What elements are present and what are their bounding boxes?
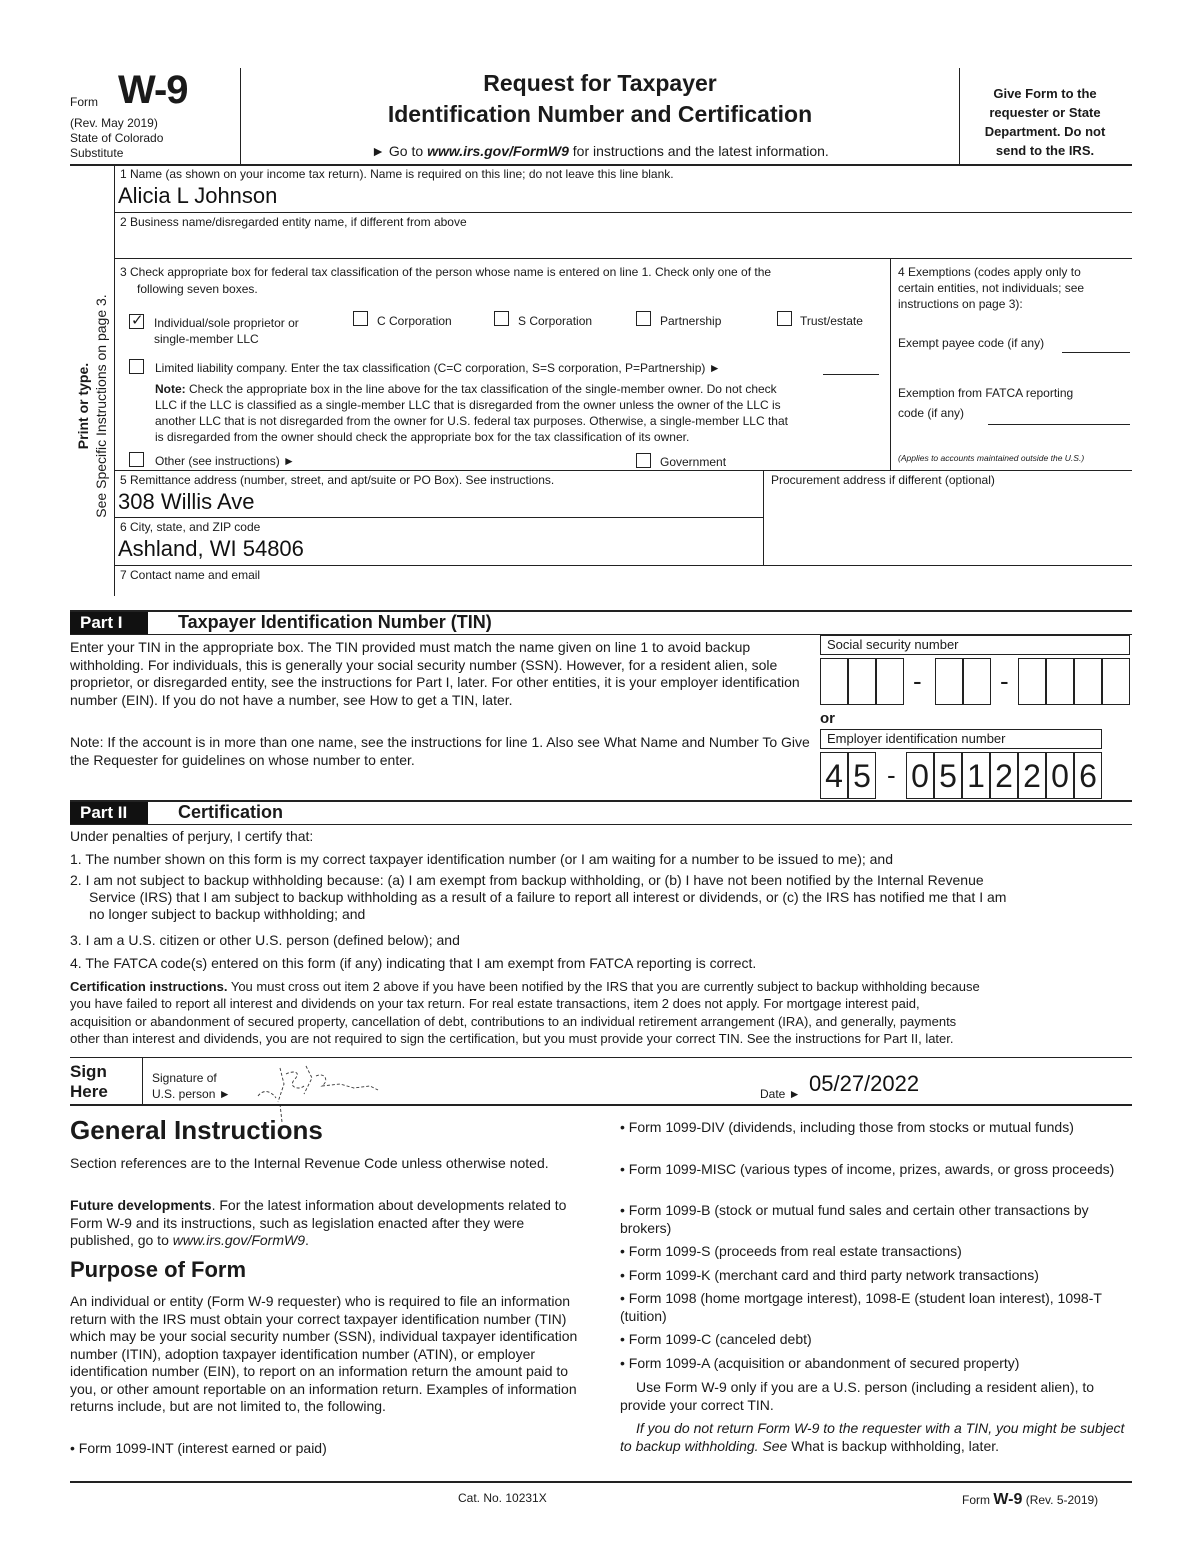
s-corp-label: S Corporation [518, 314, 593, 328]
cert-intro: Under penalties of perjury, I certify that: [70, 828, 314, 844]
ein-digit[interactable]: 4 [820, 752, 848, 799]
or-label: or [820, 710, 835, 727]
ssn-digit[interactable] [1018, 658, 1046, 705]
ein-digit[interactable]: 5 [934, 752, 962, 799]
note-line2: LLC if the LLC is classified as a single-member LLC that is disregarded from the owner unless the owner of the LLC is [155, 398, 781, 412]
ssn-digit[interactable] [1102, 658, 1130, 705]
llc-checkbox[interactable] [129, 359, 144, 374]
part1-para1: Enter your TIN in the appropriate box. The TIN provided must match the name given on line 1 to avoid backup withholding. For individuals, this is generally your social security number (SSN). However, for a resident alien, sole proprietor, or disregarded entity, see the instructions for Part I, later. For other entities, it is your employer identification number (EIN). If you do not have a number, see How to get a TIN, later. [70, 639, 800, 708]
note-line1: Note: Check the appropriate box in the line above for the tax classification of the single-member owner. Do not check [155, 382, 777, 396]
bullet-1098: • Form 1098 (home mortgage interest), 1098-E (student loan interest), 1098-T (tuition) [620, 1290, 1102, 1324]
section-refs: Section references are to the Internal Revenue Code unless otherwise noted. [70, 1155, 549, 1171]
form-word: Form [70, 95, 98, 109]
fatca-label-2: code (if any) [898, 406, 965, 420]
purpose-heading: Purpose of Form [70, 1257, 247, 1282]
llc-label: Limited liability company. Enter the tax classification (C=C corporation, S=S corporation, P=Partnership) ► [155, 361, 721, 375]
bullet-1099-k: • Form 1099-K (merchant card and third party network transactions) [620, 1267, 1039, 1283]
signature-label: Signature of U.S. person ► [152, 1071, 231, 1101]
bullet-1099-misc: • Form 1099-MISC (various types of income, prizes, awards, or gross proceeds) [620, 1161, 1115, 1177]
cat-number: Cat. No. 10231X [458, 1491, 547, 1505]
line4-label-2: certain entities, not individuals; see [898, 281, 1085, 295]
individual-checkbox[interactable]: ✓ [131, 312, 144, 329]
ein-digit[interactable]: 2 [990, 752, 1018, 799]
state-line2: Substitute [70, 146, 124, 160]
general-instructions-heading: General Instructions [70, 1115, 323, 1145]
future-developments: Future developments. For the latest information about developments related to Form W-9 and its instructions, such as legislation enacted after they were published, go to www.irs.gov/FormW9. [70, 1197, 567, 1248]
backup-withholding-note: If you do not return Form W-9 to the requester with a TIN, you might be subject to backup withholding. See What is backup withholding, later. [620, 1420, 1125, 1454]
ein-digit[interactable]: 0 [906, 752, 934, 799]
line3-label-1: 3 Check appropriate box for federal tax classification of the person whose name is entered on line 1. Check only one of the [120, 265, 772, 279]
date-label: Date ► [760, 1087, 801, 1101]
date-field[interactable]: 05/27/2022 [809, 1071, 920, 1096]
ein-digit[interactable]: 6 [1074, 752, 1102, 799]
line4-label-1: 4 Exemptions (codes apply only to [898, 265, 1081, 279]
use-form-note: Use Form W-9 only if you are a U.S. person (including a resident alien), to provide your correct TIN. [620, 1379, 1095, 1413]
exempt-payee-field[interactable] [1062, 352, 1130, 353]
government-label: Government [660, 455, 727, 469]
line1-label: 1 Name (as shown on your income tax return). Name is required on this line; do not leave this line blank. [120, 167, 674, 181]
part1-label: Part I [70, 612, 148, 634]
line4-label-3: instructions on page 3): [898, 297, 1023, 311]
goto-line: ► Go to www.irs.gov/FormW9 for instructions and the latest information. [371, 143, 829, 159]
ein-digit[interactable]: 2 [1018, 752, 1046, 799]
footer-form: Form W-9 (Rev. 5-2019) [962, 1491, 1099, 1508]
bullet-1099-div: • Form 1099-DIV (dividends, including those from stocks or mutual funds) [620, 1119, 1074, 1135]
ssn-digit[interactable] [876, 658, 904, 705]
bullet-1099-b: • Form 1099-B (stock or mutual fund sales and certain other transactions by brokers) [620, 1202, 1089, 1236]
ssn-digit[interactable] [963, 658, 991, 705]
sign-here-label: Sign Here [70, 1062, 108, 1101]
give-form-note: Give Form to the requester or State Department. Do not send to the IRS. [984, 86, 1106, 158]
ssn-digit[interactable] [935, 658, 963, 705]
partnership-label: Partnership [660, 314, 722, 328]
state-line1: State of Colorado [70, 131, 164, 145]
part1-title: Taxpayer Identification Number (TIN) [178, 612, 492, 632]
bullet-1099-s: • Form 1099-S (proceeds from real estate transactions) [620, 1243, 962, 1259]
individual-label-1: Individual/sole proprietor or [154, 316, 299, 330]
fatca-label-1: Exemption from FATCA reporting [898, 386, 1074, 400]
ssn-dash: - [913, 666, 922, 696]
cert-instr-line3: acquisition or abandonment of secured property, cancellation of debt, contributions to an individual retirement arrangement (IRA), and generally, payments [70, 1014, 957, 1029]
purpose-text: An individual or entity (Form W-9 requester) who is required to file an information return with the IRS must obtain your correct taxpayer identification number (TIN) which may be your social security number (SSN), individual taxpayer identification number (ITIN), adoption taxpayer identification number (ATIN), or employer identification number (EIN), to report on an information return the amount paid to you, or other amount reportable on an information return. Examples of information returns include, but are not limited to, the following. [70, 1293, 578, 1414]
llc-classification-field[interactable] [823, 374, 879, 375]
form-title-line2: Identification Number and Certification [387, 101, 813, 127]
ssn-digit[interactable] [820, 658, 848, 705]
cert-instr-line2: you have failed to report all interest and dividends on your tax return. For real estate transactions, item 2 does not apply. For mortgage interest paid, [70, 996, 920, 1011]
ein-label-box: Employer identification number [820, 729, 1102, 749]
form-name: W-9 [118, 68, 188, 112]
part2-title: Certification [178, 802, 284, 822]
line6-label: 6 City, state, and ZIP code [120, 520, 261, 534]
signature-image[interactable] [250, 1058, 390, 1122]
ein-digit[interactable]: 1 [962, 752, 990, 799]
side-label: Print or type. See Specific Instructions on page 3. [75, 294, 109, 518]
ssn-digit[interactable] [1074, 658, 1102, 705]
cert-item2-line3: no longer subject to backup withholding; and [89, 906, 366, 922]
line7-label: 7 Contact name and email [120, 568, 261, 582]
ein-digit[interactable]: 5 [848, 752, 876, 799]
address-field[interactable]: 308 Willis Ave [118, 489, 255, 514]
cert-instr-line4: other than interest and dividends, you are not required to sign the certification, but you must provide your correct TIN. See the instructions for Part II, later. [70, 1031, 954, 1046]
ssn-label-box: Social security number [820, 635, 1130, 655]
trust-checkbox[interactable] [777, 311, 792, 326]
bullet-1099-a: • Form 1099-A (acquisition or abandonment of secured property) [620, 1355, 1020, 1371]
applies-note: (Applies to accounts maintained outside the U.S.) [898, 453, 1085, 463]
bullet-1099-int: • Form 1099-INT (interest earned or paid) [70, 1440, 327, 1456]
note-line4: is disregarded from the owner should check the appropriate box for the tax classification of its owner. [155, 430, 690, 444]
note-line3: another LLC that is not disregarded from the owner for U.S. federal tax purposes. Otherwise, a single-member LLC that [155, 414, 788, 428]
other-checkbox[interactable] [129, 452, 144, 467]
exempt-payee-label: Exempt payee code (if any) [898, 336, 1045, 350]
cert-item3: 3. I am a U.S. citizen or other U.S. person (defined below); and [70, 932, 460, 948]
line2-label: 2 Business name/disregarded entity name, if different from above [120, 215, 467, 229]
procurement-label: Procurement address if different (optional) [771, 473, 995, 487]
ssn-dash: - [1000, 666, 1009, 696]
fatca-code-field[interactable] [988, 424, 1130, 425]
c-corp-checkbox[interactable] [353, 311, 368, 326]
ssn-digit[interactable] [848, 658, 876, 705]
government-checkbox[interactable] [636, 453, 651, 468]
ssn-digit[interactable] [1046, 658, 1074, 705]
other-label: Other (see instructions) ► [155, 454, 295, 468]
city-state-zip-field[interactable]: Ashland, WI 54806 [118, 536, 304, 561]
part2-label: Part II [70, 802, 148, 824]
line5-label: 5 Remittance address (number, street, and apt/suite or PO Box). See instructions. [120, 473, 555, 487]
ein-dash: - [887, 760, 896, 790]
cert-item2-line2: Service (IRS) that I am subject to backup withholding as a result of a failure to report all interest or dividends, or (c) the IRS has notified me that I am [89, 889, 1007, 905]
cert-item4: 4. The FATCA code(s) entered on this form (if any) indicating that I am exempt from FATCA reporting is correct. [70, 955, 757, 971]
partnership-checkbox[interactable] [636, 311, 651, 326]
cert-item2-line1: 2. I am not subject to backup withholding because: (a) I am exempt from backup withholding, or (b) I have not been notified by the Internal Revenue [70, 872, 984, 888]
line3-label-2: following seven boxes. [137, 282, 258, 296]
individual-label-2: single-member LLC [154, 332, 259, 346]
cert-item1: 1. The number shown on this form is my correct taxpayer identification number (or I am waiting for a number to be issued to me); and [70, 851, 894, 867]
part1-para2: Note: If the account is in more than one name, see the instructions for line 1. Also see What Name and Number To Give the Requester for guidelines on whose number to enter. [70, 734, 810, 768]
trust-label: Trust/estate [800, 314, 863, 328]
goto-link[interactable]: www.irs.gov/FormW9 [427, 143, 569, 159]
c-corp-label: C Corporation [377, 314, 452, 328]
form-title-line1: Request for Taxpayer [483, 70, 717, 96]
bullet-1099-c: • Form 1099-C (canceled debt) [620, 1331, 812, 1347]
cert-instr-line1: Certification instructions. You must cross out item 2 above if you have been notified by the IRS that you are currently subject to backup withholding because [70, 979, 980, 994]
name-field[interactable]: Alicia L Johnson [118, 183, 278, 208]
future-link[interactable]: www.irs.gov/FormW9 [172, 1232, 305, 1248]
ein-digit[interactable]: 0 [1046, 752, 1074, 799]
form-rev: (Rev. May 2019) [70, 116, 158, 130]
s-corp-checkbox[interactable] [494, 311, 509, 326]
